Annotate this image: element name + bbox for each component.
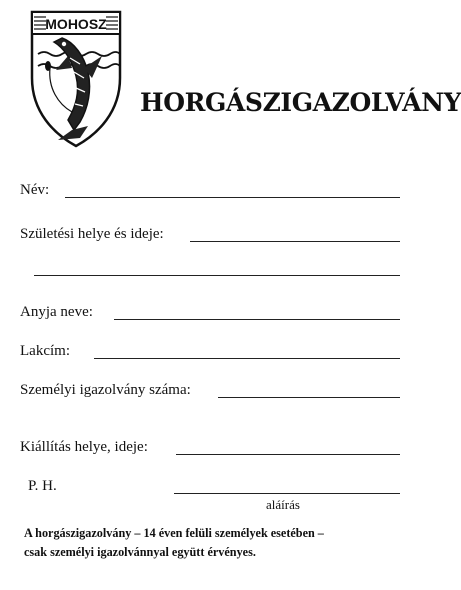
id-line[interactable] (218, 397, 400, 398)
field-label: Személyi igazolvány száma: (20, 382, 191, 398)
address-line[interactable] (94, 358, 400, 359)
name-line[interactable] (65, 197, 400, 198)
field-label: Lakcím: (20, 343, 70, 359)
document-title: HORGÁSZIGAZOLVÁNY (140, 88, 461, 117)
field-mother-name[interactable] (20, 302, 400, 326)
field-address[interactable] (20, 341, 400, 365)
validity-note-line-2: csak személyi igazolvánnyal együtt érvényes. (24, 545, 256, 559)
stamp-label: P. H. (28, 478, 57, 494)
field-label: Születési helye és ideje: (20, 226, 164, 242)
field-name[interactable] (20, 180, 400, 204)
field-label: Név: (20, 182, 50, 198)
birth-line-continued[interactable] (34, 275, 400, 276)
validity-note (24, 524, 400, 562)
issue-line[interactable] (176, 454, 400, 455)
field-birth-place-date[interactable] (20, 224, 400, 248)
signature-line[interactable] (174, 493, 400, 494)
field-id-number[interactable] (20, 380, 400, 404)
signature-label: aláírás (266, 497, 300, 512)
birth-line[interactable] (190, 241, 400, 242)
mother-line[interactable] (114, 319, 400, 320)
field-label: Kiállítás helye, ideje: (20, 439, 148, 455)
field-label: Anyja neve: (20, 304, 93, 320)
field-issue-place-date[interactable] (20, 437, 400, 461)
svg-text:MOHOSZ: MOHOSZ (45, 16, 107, 32)
validity-note-line-1: A horgászigazolvány – 14 éven felüli személyek esetében – (24, 526, 324, 540)
mohosz-emblem (28, 8, 124, 150)
